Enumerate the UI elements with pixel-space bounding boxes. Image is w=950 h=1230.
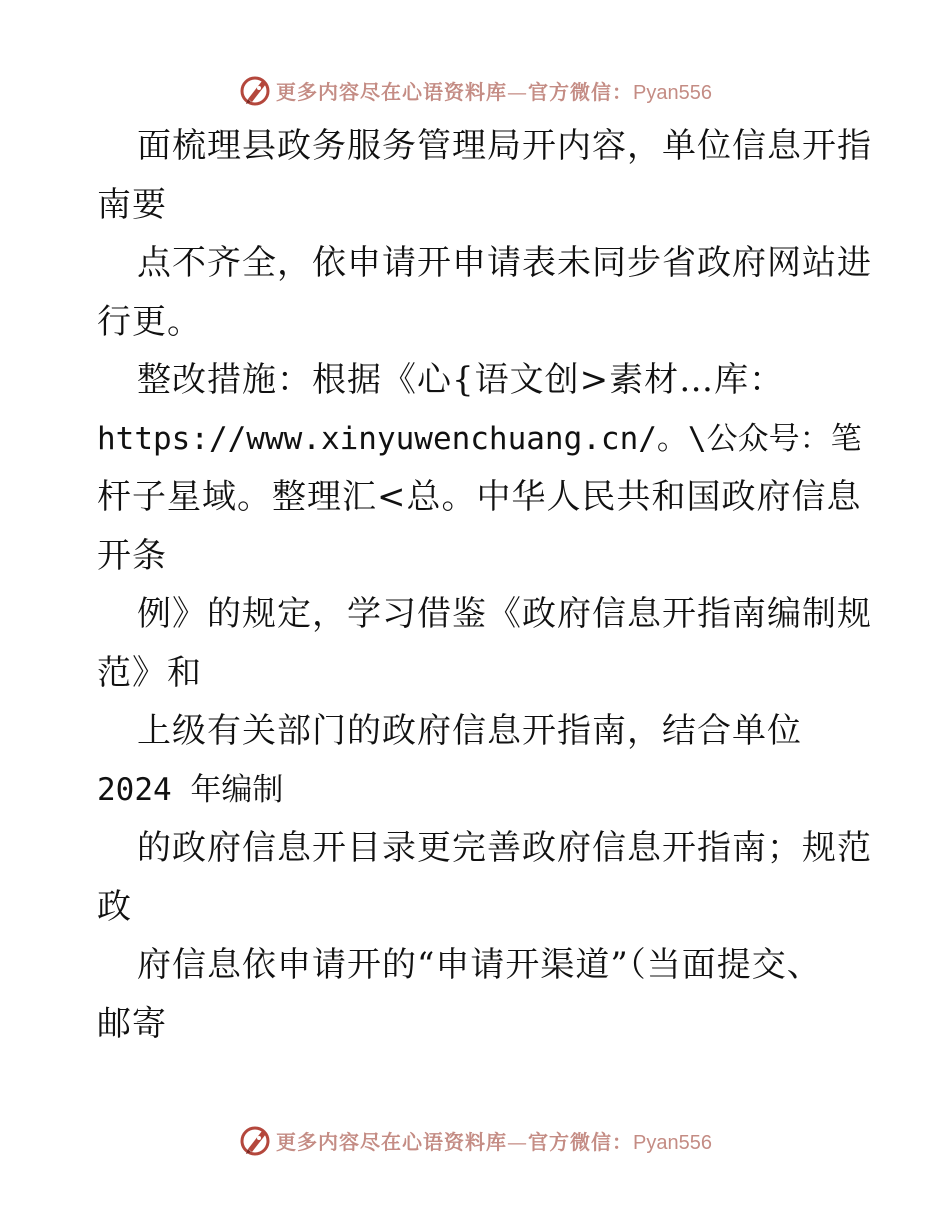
banner-wechat-label: 官方微信：: [528, 1129, 634, 1154]
text-line: 2024 年编制: [97, 771, 284, 808]
text-line: 面梳理县政务服务管理局开内容，单位信息开指: [137, 126, 872, 166]
text-line: 的政府信息开目录更完善政府信息开指南；规范: [137, 828, 872, 868]
header-banner: [0, 70, 950, 110]
text-line: 南要: [97, 184, 167, 225]
text-line: 范》和: [97, 652, 202, 693]
text-line: 上级有关部门的政府信息开指南，结合单位: [137, 711, 802, 751]
text-line: 府信息依申请开的“申请开渠道”（当面提交、: [137, 945, 822, 985]
document-body: [97, 117, 872, 1053]
pen-logo-icon: [238, 1123, 272, 1157]
banner-site-text: 更多内容尽在心语资料库: [276, 1129, 508, 1154]
text-line-url: https://www.xinyuwenchuang.cn/。\公众号：笔: [97, 420, 862, 457]
banner-wechat-label: 官方微信：: [528, 79, 634, 104]
banner-text: [276, 1126, 712, 1155]
text-line: 邮寄: [97, 1003, 167, 1044]
banner-wechat-id: Pyan556: [633, 81, 712, 104]
text-line: 杆子星域。整理汇<总。中华人民共和国政府信息: [97, 477, 862, 517]
text-line: 点不齐全，依申请开申请表未同步省政府网站进: [137, 243, 872, 283]
text-line: 例》的规定，学习借鉴《政府信息开指南编制规: [137, 594, 872, 634]
banner-site-text: 更多内容尽在心语资料库: [276, 79, 508, 104]
text-line: 政: [97, 886, 132, 927]
text-line: 行更。: [97, 301, 202, 342]
banner-text: [276, 76, 712, 105]
banner-separator: —: [507, 1129, 529, 1154]
banner-separator: —: [507, 79, 529, 104]
text-line: 开条: [97, 535, 167, 576]
banner-wechat-id: Pyan556: [633, 1131, 712, 1154]
text-line: 整改措施：根据《心{语文创>素材…库：: [137, 360, 785, 400]
footer-banner: [0, 1120, 950, 1160]
pen-logo-icon: [238, 73, 272, 107]
